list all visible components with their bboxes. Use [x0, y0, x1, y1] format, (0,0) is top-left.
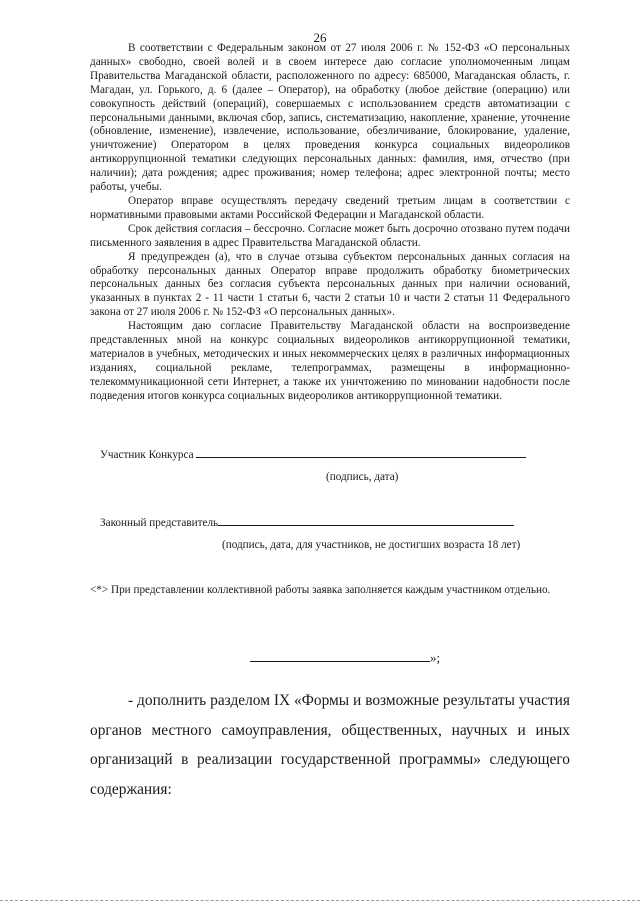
representative-label: Законный представитель [100, 517, 219, 529]
reproduction-paragraph: Настоящим даю согласие Правительству Магаданской области на воспроизведение представленных мной на конкурс социальных видеороликов антикоррупционной тематики, материалов в учебных, методических и иных некоммерческих целях в различных информационных изданиях, социальной рекламе, телепрограммах, размещены в информационно-телекоммуникационной сети Интернет, а также их уничтожению по миновании надобности после подведения итогов конкурса социальных видеороликов антикоррупционной тематики. [90, 320, 570, 402]
participant-caption: (подпись, дата) [326, 471, 399, 483]
reproduction-consent-block [90, 320, 570, 403]
consent-paragraph: В соответствии с Федеральным законом от 27 июля 2006 г. № 152-ФЗ «О персональных данных» свободно, своей волей и в своем интересе даю согласие уполномоченным лицам Правительства Магаданской области, расположенного по адресу: 685000, Магаданская область, г. Магадан, ул. Горького, д. 6 (далее – Оператор), на обработку (любое действие (операцию) или совокупность действий (операций), совершаемых с использованием средств автоматизации с персональными данными, включая сбор, запись, систематизацию, накопление, хранение, уточнение (обновление, изменение), извлечение, использование, обезличивание, блокирование, удаление, уничтожение) Оператором в целях проведения конкурса социальных видеороликов антикоррупционной тематики следующих персональных данных: фамилия, имя, отчество (при наличии); дата рождения; адрес проживания; номер телефона; адрес электронной почты; место работы, учебы. [90, 42, 570, 194]
consent-text-block [90, 42, 570, 320]
representative-signature-blank [218, 514, 514, 526]
participant-signature-line [100, 446, 526, 461]
footnote: <*> При представлении коллективной работы заявка заполняется каждым участником отдельно. [90, 584, 551, 596]
amendment-text: - дополнить разделом IX «Формы и возможные результаты участия органов местного самоуправления, общественных, научных и иных организаций в реализации государственной программы» следующего содержания: [90, 692, 570, 798]
participant-signature-blank [196, 446, 526, 458]
page-number: 26 [313, 30, 327, 45]
consent-paragraph: Оператор вправе осуществлять передачу сведений третьим лицам в соответствии с нормативными правовыми актами Российской Федерации и Магаданской области. [90, 194, 570, 221]
closing-blank [250, 648, 430, 662]
representative-signature-line [100, 514, 514, 529]
representative-caption: (подпись, дата, для участников, не достигших возраста 18 лет) [222, 539, 521, 551]
closing-line [250, 648, 440, 666]
page-bottom-edge [0, 900, 640, 902]
closing-mark: »; [430, 650, 441, 665]
consent-paragraph: Я предупрежден (а), что в случае отзыва субъектом персональных данных согласия на обработку персональных данных Оператор вправе продолжить обработку биометрических персональных данных без согласия субъекта персональных данных при наличии оснований, указанных в пунктах 2 - 11 части 1 статьи 6, части 2 статьи 10 и части 2 статьи 11 Федерального закона от 27 июля 2006 г. № 152-ФЗ «О персональных данных». [90, 250, 570, 319]
consent-paragraph: Срок действия согласия – бессрочно. Согласие может быть досрочно отозвано путем подачи письменного заявления в адрес Правительства Магаданской области. [90, 222, 570, 249]
participant-label: Участник Конкурса [100, 449, 194, 461]
